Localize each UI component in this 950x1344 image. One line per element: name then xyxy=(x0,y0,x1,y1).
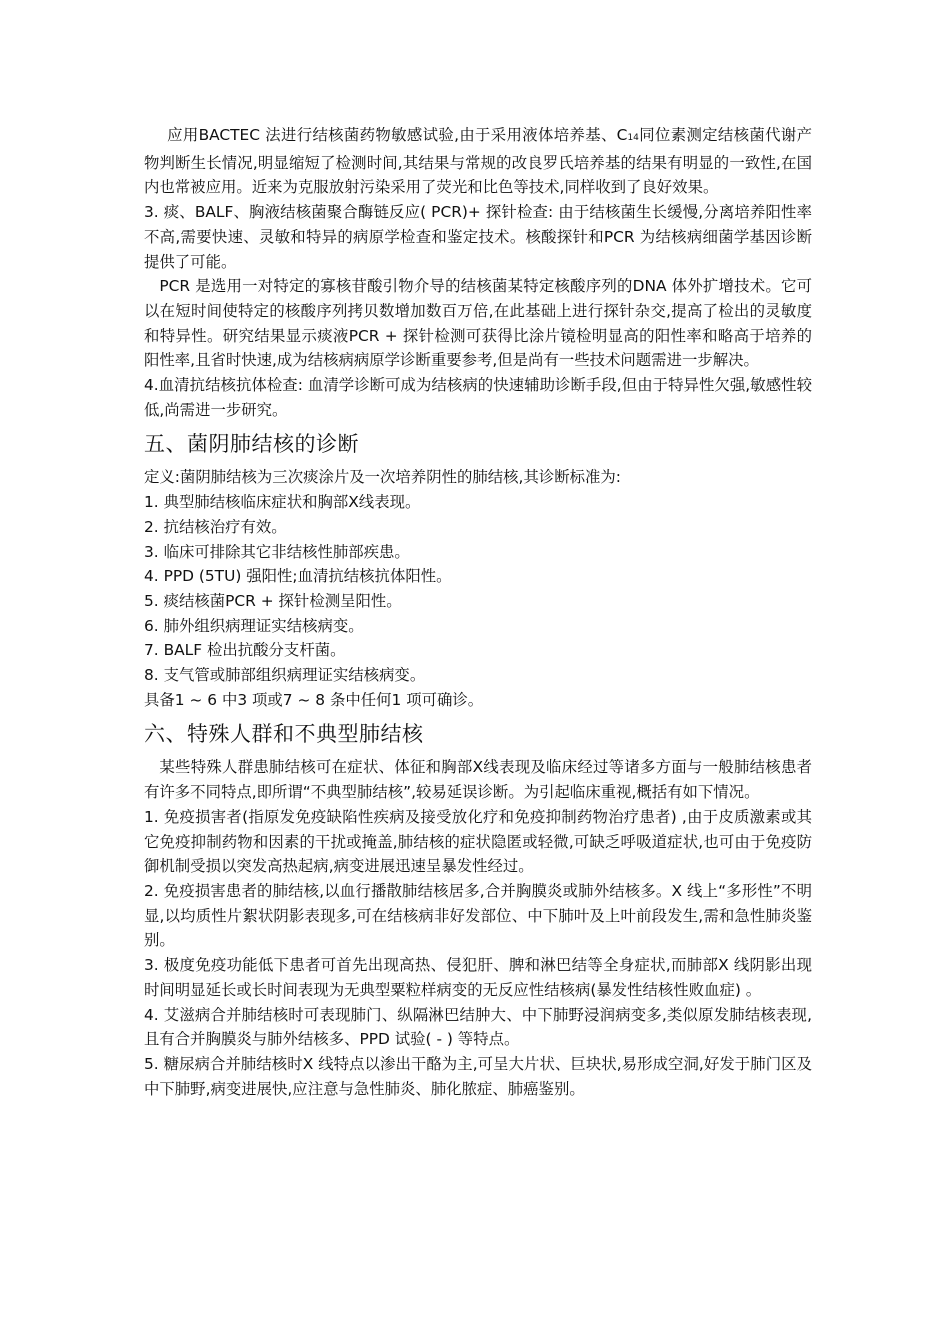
criteria-item: 5. 痰结核菌PCR + 探针检测呈阳性。 xyxy=(144,591,402,610)
bactec-text-b: 同位素测定结核菌代谢产物判断生长情况,明显缩短了检测时间,其结果与常规的改良罗氏培养基的结果有明显的一致性,在国内也常被应用。近来为克服放射污染采用了荧光和比色等技术,同样收到了良好效果。 xyxy=(144,126,812,197)
atypical-item: 1. 免疫损害者(指原发免疫缺陷性疾病及接受放化疗和免疫抑制药物治疗患者) ,由于皮质激素或其它免疫抑制药物和因素的干扰或掩盖,肺结核的症状隐匿或轻微,可缺乏呼吸道症状,也可由于免疫防御机制受损以突发高热起病,病变进展迅速呈暴发性经过。 xyxy=(144,807,812,876)
section-6-heading: 六、特殊人群和不典型肺结核 xyxy=(144,722,424,747)
document-page xyxy=(144,123,812,1101)
serum-antibody-item: 4.血清抗结核抗体检查: 血清学诊断可成为结核病的快速辅助诊断手段,但由于特异性欠强,敏感性较低,尚需进一步研究。 xyxy=(144,376,812,419)
isotope-subscript: 14 xyxy=(627,133,639,143)
bactec-paragraph xyxy=(144,123,812,200)
section-6-intro: 某些特殊人群患肺结核可在症状、体征和胸部X线表现及临床经过等诸多方面与一般肺结核患者有许多不同特点,即所谓“不典型肺结核”,较易延误诊断。为引起临床重视,概括有如下情况。 xyxy=(144,758,812,802)
criteria-item: 2. 抗结核治疗有效。 xyxy=(144,517,287,536)
bactec-text-a: 应用BACTEC 法进行结核菌药物敏感试验,由于采用液体培养基、C xyxy=(167,126,628,144)
criteria-item: 4. PPD (5TU) 强阳性;血清抗结核抗体阳性。 xyxy=(144,567,452,586)
section-5-heading: 五、菌阴肺结核的诊断 xyxy=(144,432,359,457)
criteria-item: 6. 肺外组织病理证实结核病变。 xyxy=(144,616,364,635)
atypical-item: 2. 免疫损害患者的肺结核,以血行播散肺结核居多,合并胸膜炎或肺外结核多。X 线上“多形性”不明显,以均质性片絮状阴影表现多,可在结核病非好发部位、中下肺叶及上叶前段发生,需和急性肺炎鉴别。 xyxy=(144,881,812,950)
pcr-probe-item: 3. 痰、BALF、胸液结核菌聚合酶链反应( PCR)+ 探针检查: 由于结核菌生长缓慢,分离培养阳性率不高,需要快速、灵敏和特异的病原学检查和鉴定技术。核酸探针和PCR 为结核病细菌学基因诊断提供了可能。 xyxy=(144,203,812,271)
atypical-item: 5. 糖尿病合并肺结核时X 线特点以渗出干酪为主,可呈大片状、巨块状,易形成空洞,好发于肺门区及中下肺野,病变进展快,应注意与急性肺炎、肺化脓症、肺癌鉴别。 xyxy=(144,1054,812,1098)
criteria-item: 8. 支气管或肺部组织病理证实结核病变。 xyxy=(144,666,426,685)
atypical-item: 3. 极度免疫功能低下患者可首先出现高热、侵犯肝、脾和淋巴结等全身症状,而肺部X 线阴影出现时间明显延长或长时间表现为无典型粟粒样病变的无反应性结核病(暴发性结核性败血症) 。 xyxy=(144,956,812,999)
criteria-item: 3. 临床可排除其它非结核性肺部疾患。 xyxy=(144,542,410,561)
definition-line: 定义:菌阴肺结核为三次痰涂片及一次培养阴性的肺结核,其诊断标准为: xyxy=(144,468,621,487)
pcr-paragraph: PCR 是选用一对特定的寡核苷酸引物介导的结核菌某特定核酸序列的DNA 体外扩增技术。它可以在短时间使特定的核酸序列拷贝数增加数百万倍,在此基础上进行探针杂交,提高了检出的灵敏度和特异性。研究结果显示痰液PCR + 探针检测可获得比涂片镜检明显高的阳性率和略高于培养的阳性率,且省时快速,成为结核病病原学诊断重要参考,但是尚有一些技术问题需进一步解决。 xyxy=(144,277,812,370)
diagnosis-conclusion: 具备1 ~ 6 中3 项或7 ~ 8 条中任何1 项可确诊。 xyxy=(144,690,484,709)
criteria-item: 7. BALF 检出抗酸分支杆菌。 xyxy=(144,641,346,660)
atypical-item: 4. 艾滋病合并肺结核时可表现肺门、纵隔淋巴结肿大、中下肺野浸润病变多,类似原发肺结核表现,且有合并胸膜炎与肺外结核多、PPD 试验( - ) 等特点。 xyxy=(144,1005,812,1049)
criteria-item: 1. 典型肺结核临床症状和胸部X线表现。 xyxy=(144,493,421,512)
